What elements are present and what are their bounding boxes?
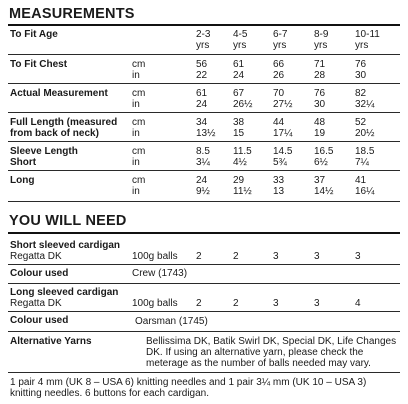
value-cm-cell: 33: [273, 175, 285, 186]
value-cm-cell: 11.5: [233, 146, 252, 157]
value-cm-cell: 82: [355, 88, 367, 99]
value-cm-cell: 38: [233, 117, 245, 128]
sleeve-length-label: Sleeve Length: [10, 146, 78, 157]
value-cm-cell: 76: [314, 88, 326, 99]
value-in-cell: 14½: [314, 186, 334, 197]
row-divider: [8, 112, 400, 113]
value-in-cell: 30: [355, 70, 367, 81]
ball-quantity-cell: 4: [355, 298, 361, 309]
long-sleeved-title: Long sleeved cardigan: [10, 287, 119, 298]
value-in-cell: 4½: [233, 157, 247, 168]
value-in-cell: 20½: [355, 128, 375, 139]
value-in-cell: 30: [314, 99, 326, 110]
value-in-cell: 5¾: [273, 157, 287, 168]
unit-cm: cm: [132, 88, 146, 99]
unit-in: in: [132, 128, 140, 139]
value-cm-cell: 56: [196, 59, 208, 70]
age-size-cell: 2-3: [196, 29, 211, 40]
full-length-label-line2: from back of neck): [10, 128, 99, 139]
value-in-cell: 6½: [314, 157, 328, 168]
value-in-cell: 7¼: [355, 157, 369, 168]
value-cm-cell: 66: [273, 59, 285, 70]
heading-rule: [8, 24, 400, 26]
value-in-cell: 22: [196, 70, 208, 81]
value-cm-cell: 61: [196, 88, 208, 99]
to-fit-age-label: To Fit Age: [10, 29, 58, 40]
ball-quantity-cell: 2: [196, 298, 202, 309]
value-in-cell: 27½: [273, 99, 293, 110]
value-cm-cell: 76: [355, 59, 367, 70]
ball-quantity-cell: 3: [314, 298, 320, 309]
value-in-cell: 11½: [233, 186, 252, 197]
unit-cm: cm: [132, 59, 146, 70]
value-in-cell: 24: [233, 70, 245, 81]
age-unit-cell: yrs: [273, 40, 287, 51]
sleeve-long-label: Long: [10, 175, 35, 186]
value-in-cell: 24: [196, 99, 208, 110]
unit-cm: cm: [132, 146, 146, 157]
needles-note-line2: knitting needles. 6 buttons for each cardigan.: [10, 388, 210, 399]
value-in-cell: 15: [233, 128, 245, 139]
row-divider: [8, 372, 400, 373]
colour-used-value: Oarsman (1745): [135, 316, 208, 327]
short-sleeved-unit: 100g balls: [132, 251, 178, 262]
row-divider: [8, 331, 400, 332]
ball-quantity-cell: 2: [233, 251, 239, 262]
value-cm-cell: 8.5: [196, 146, 210, 157]
row-divider: [8, 141, 400, 142]
row-divider: [8, 83, 400, 84]
alternative-yarns-line: Bellissima DK, Batik Swirl DK, Special DK, Life Changes: [146, 336, 397, 347]
unit-cm: cm: [132, 175, 146, 186]
value-cm-cell: 14.5: [273, 146, 293, 157]
sleeve-short-label: Short: [10, 157, 37, 168]
unit-cm: cm: [132, 117, 146, 128]
colour-used-label: Colour used: [10, 268, 69, 279]
value-in-cell: 28: [314, 70, 326, 81]
value-in-cell: 26: [273, 70, 285, 81]
age-unit-cell: yrs: [233, 40, 247, 51]
value-cm-cell: 18.5: [355, 146, 375, 157]
age-size-cell: 4-5: [233, 29, 248, 40]
value-cm-cell: 24: [196, 175, 208, 186]
row-divider: [8, 54, 400, 55]
short-sleeved-title: Short sleeved cardigan: [10, 240, 121, 251]
value-cm-cell: 37: [314, 175, 326, 186]
ball-quantity-cell: 3: [355, 251, 361, 262]
value-in-cell: 32¼: [355, 99, 375, 110]
long-sleeved-unit: 100g balls: [132, 298, 178, 309]
value-cm-cell: 48: [314, 117, 326, 128]
value-cm-cell: 52: [355, 117, 367, 128]
measurements-heading: MEASUREMENTS: [9, 6, 135, 22]
actual-measurement-label: Actual Measurement: [10, 88, 108, 99]
value-in-cell: 19: [314, 128, 326, 139]
row-divider: [8, 264, 400, 265]
value-cm-cell: 16.5: [314, 146, 334, 157]
colour-used-value: Crew (1743): [132, 268, 188, 279]
ball-quantity-cell: 2: [196, 251, 202, 262]
value-in-cell: 17¼: [273, 128, 293, 139]
value-cm-cell: 61: [233, 59, 245, 70]
unit-in: in: [132, 99, 140, 110]
age-unit-cell: yrs: [314, 40, 328, 51]
needles-note-line1: 1 pair 4 mm (UK 8 – USA 6) knitting needles and 1 pair 3¼ mm (UK 10 – USA 3): [10, 377, 367, 388]
value-cm-cell: 67: [233, 88, 245, 99]
row-divider: [8, 170, 400, 171]
to-fit-chest-label: To Fit Chest: [10, 59, 68, 70]
row-divider: [8, 283, 400, 284]
value-cm-cell: 41: [355, 175, 367, 186]
value-cm-cell: 70: [273, 88, 285, 99]
heading-rule: [8, 232, 400, 234]
ball-quantity-cell: 2: [233, 298, 239, 309]
value-cm-cell: 44: [273, 117, 285, 128]
value-cm-cell: 29: [233, 175, 245, 186]
short-sleeved-yarn: Regatta DK: [10, 251, 62, 262]
you-will-need-heading: YOU WILL NEED: [9, 213, 127, 229]
age-size-cell: 10-11: [355, 29, 380, 40]
alternative-yarns-label: Alternative Yarns: [10, 336, 92, 347]
ball-quantity-cell: 3: [314, 251, 320, 262]
section-divider: [8, 201, 400, 202]
value-cm-cell: 34: [196, 117, 208, 128]
age-unit-cell: yrs: [355, 40, 369, 51]
value-cm-cell: 71: [314, 59, 326, 70]
long-sleeved-yarn: Regatta DK: [10, 298, 62, 309]
unit-in: in: [132, 70, 140, 81]
unit-in: in: [132, 186, 140, 197]
unit-in: in: [132, 157, 140, 168]
value-in-cell: 9½: [196, 186, 210, 197]
full-length-label-line1: Full Length (measured: [10, 117, 118, 128]
age-unit-cell: yrs: [196, 40, 210, 51]
ball-quantity-cell: 3: [273, 251, 279, 262]
age-size-cell: 6-7: [273, 29, 288, 40]
value-in-cell: 16¼: [355, 186, 375, 197]
colour-used-label: Colour used: [10, 315, 69, 326]
ball-quantity-cell: 3: [273, 298, 279, 309]
row-divider: [8, 311, 400, 312]
alternative-yarns-line: meterage as the number of balls needed may vary.: [146, 358, 371, 369]
value-in-cell: 26½: [233, 99, 253, 110]
age-size-cell: 8-9: [314, 29, 329, 40]
value-in-cell: 3¼: [196, 157, 210, 168]
value-in-cell: 13: [273, 186, 285, 197]
value-in-cell: 13½: [196, 128, 216, 139]
alternative-yarns-line: DK. If using an alternative yarn, please check the: [146, 347, 364, 358]
